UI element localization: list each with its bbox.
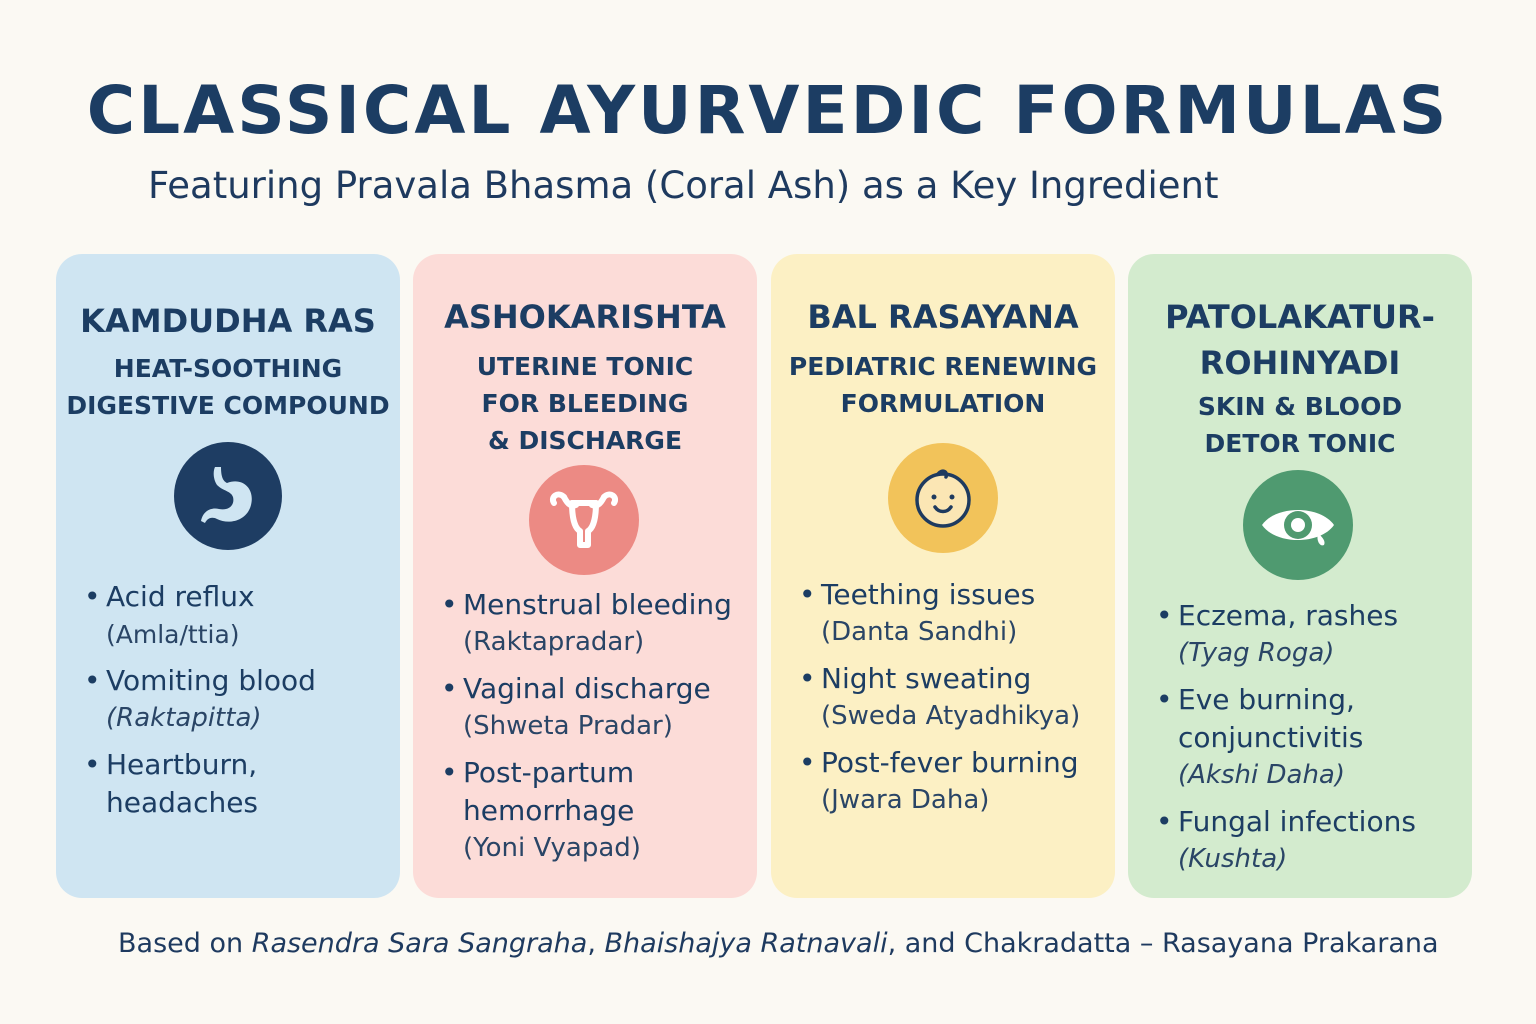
ailment-sanskrit: (Raktapitta) [106,703,262,733]
card-title: BAL RASAYANA [807,298,1079,336]
card-title-line: PATOLAKATUR- [1165,298,1435,336]
ailment-sanskrit: (Danta Sandhi) [821,617,1018,647]
ailment-name: • Night sweating [821,662,1032,695]
ailment-list [799,576,1107,828]
list-item [441,670,749,745]
list-item [1156,681,1464,794]
card-title: KAMDUDHA RAS [80,302,376,340]
ailment-name: hemorrhage [463,794,635,827]
ailment-sanskrit: (Akshi Daha) [1178,760,1346,790]
citation-separator: , [587,928,605,959]
ailment-name: • Menstrual bleeding [463,588,732,621]
page-title: CLASSICAL AYURVEDIC FORMULAS [86,72,1450,149]
list-item [84,578,392,653]
ailment-name: • Eve burning, [1178,683,1355,716]
card-description-line: & DISCHARGE [487,426,683,455]
card-description-line: SKIN & BLOOD [1197,392,1403,421]
source-citation [118,928,1439,959]
ailment-name: Acid reflux [106,580,255,613]
list-item [799,576,1107,651]
stomach-icon [174,442,282,550]
ailment-name: • Vaginal discharge [463,672,711,705]
ailment-sanskrit: (Yoni Vyapad) [463,833,641,863]
card-description-line: DIGESTIVE COMPOUND [66,391,390,420]
card-title: ASHOKARISHTA [444,298,726,336]
list-item [799,660,1107,735]
list-item [441,586,749,661]
card-title-line: ROHINYADI [1199,344,1401,382]
card-description [771,348,1115,422]
card-title [1128,294,1472,386]
ailment-name: • Post-partum [463,756,635,789]
eye-icon [1243,470,1353,580]
ailment-name: • Fungal infections [1178,805,1416,838]
card-description-line: HEAT-SOOTHING [113,354,343,383]
ailment-name: • Eczema, rashes [1178,599,1399,632]
ailment-sanskrit: (Jwara Daha) [821,785,990,815]
formula-card-patolakatur-rohinyadi [1128,254,1472,898]
ailment-list [441,586,749,876]
ailment-name: conjunctivitis [1178,721,1364,754]
ailment-sanskrit: (Tyag Roga) [1178,638,1335,668]
formula-card-kamdudha-ras [56,254,400,898]
card-description [56,350,400,424]
list-item [84,662,392,737]
baby-face-icon [888,443,998,553]
uterus-icon [529,465,639,575]
formula-card-ashokarishta [413,254,757,898]
formula-card-bal-rasayana [771,254,1115,898]
ailment-name: • Teething issues [821,578,1036,611]
ailment-list [84,578,392,831]
citation-suffix: , and Chakradatta – Rasayana Prakarana [887,928,1439,959]
citation-prefix: Based on [118,928,252,959]
page-subtitle: Featuring Pravala Bhasma (Coral Ash) as a Key Ingredient [148,164,1219,207]
ailment-sanskrit: (Kushta) [1178,844,1288,874]
list-item [1156,803,1464,878]
ailment-list [1156,597,1464,887]
card-description-line: FOR BLEEDING [481,389,689,418]
citation-source: Bhaishajya Ratnavali [604,928,888,959]
ailment-sanskrit: (Raktapradar) [463,627,645,657]
list-item [441,754,749,867]
card-description [413,348,757,459]
ailment-sanskrit: (Sweda Atyadhikya) [821,701,1081,731]
card-description-line: FORMULATION [840,389,1046,418]
list-item [799,744,1107,819]
card-description-line: DETOR TONIC [1204,429,1396,458]
ailment-name: • Vomiting blood [106,664,316,697]
ailment-sanskrit: (Shweta Pradar) [463,711,673,741]
ailment-name: headaches [106,786,259,819]
card-description-line: PEDIATRIC RENEWING [788,352,1098,381]
ailment-name: • Post-fever burning [821,746,1079,779]
ailment-sanskrit: (Amla/ttia) [106,620,240,649]
card-description-line: UTERINE TONIC [476,352,694,381]
list-item [84,746,392,822]
citation-source: Rasendra Sara Sangraha [251,928,588,959]
card-description [1128,388,1472,462]
ailment-name: • Heartburn, [106,748,258,781]
list-item [1156,597,1464,672]
